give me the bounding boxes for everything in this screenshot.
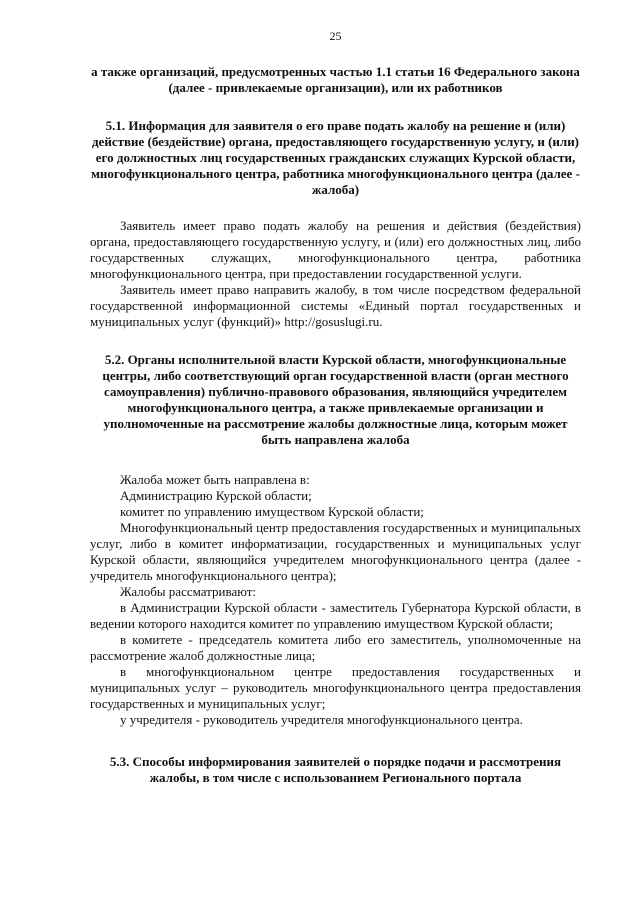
paragraph: Жалобы рассматривают: <box>120 584 257 599</box>
paragraph: Жалоба может быть направлена в: <box>120 472 310 487</box>
paragraph: в Администрации Курской области - заместитель Губернатора Курской области, в ведении которого находится комитет по управлению имуществом Курской области; <box>90 600 581 631</box>
document-page <box>90 28 581 786</box>
section-heading-5-3: 5.3. Способы информирования заявителей о порядке подачи и рассмотрения жалобы, в том числе с использованием Регионального портала <box>109 754 562 785</box>
paragraph: Многофункциональный центр предоставления государственных и муниципальных услуг, либо в комитет информатизации, государственных и муниципальных услуг Курской области, являющийся учредителем многофункционального центра (далее - учредитель многофункционального центра); <box>90 520 581 583</box>
paragraph: Администрацию Курской области; <box>120 488 312 503</box>
paragraph: в многофункциональном центре предоставления государственных и муниципальных услуг – руководитель многофункционального центра предоставления государственных и муниципальных услуг; <box>90 664 581 711</box>
paragraph: Заявитель имеет право направить жалобу, в том числе посредством федеральной государственной информационной системы «Единый портал государственных и муниципальных услуг (функций)» http://gosuslugi.ru. <box>90 282 581 329</box>
paragraph: комитет по управлению имуществом Курской области; <box>120 504 424 519</box>
intro-heading: а также организаций, предусмотренных частью 1.1 статьи 16 Федерального закона (далее - привлекаемые организации), или их работников <box>91 64 580 95</box>
section-heading-5-2: 5.2. Органы исполнительной власти Курской области, многофункциональные центры, либо соответствующий орган государственной власти (орган местного самоуправления) публично-правового образования, являющийся учредителем многофункционального центра, а также привлекаемые организации и уполномоченные на рассмотрение жалобы должностные лица, которым может быть направлена жалоба <box>102 352 569 447</box>
paragraph: Заявитель имеет право подать жалобу на решения и действия (бездействия) органа, предоставляющего государственную услугу, и (или) его должностных лиц, либо государственных служащих, многофункционального центра, работника многофункционального центра, при предоставлении государственной услуги. <box>90 218 581 281</box>
paragraph: в комитете - председатель комитета либо его заместитель, уполномоченные на рассмотрение жалоб должностные лица; <box>90 632 581 663</box>
section-heading-5-1: 5.1. Информация для заявителя о его праве подать жалобу на решение и (или) действие (бездействие) органа, предоставляющего государственную услугу, и (или) его должностных лиц государственных гражданских служащих Курской области, многофункционального центра, работника многофункционального центра (далее - жалоба) <box>91 118 580 197</box>
paragraph: у учредителя - руководитель учредителя многофункционального центра. <box>120 712 523 727</box>
page-number: 25 <box>329 29 342 43</box>
